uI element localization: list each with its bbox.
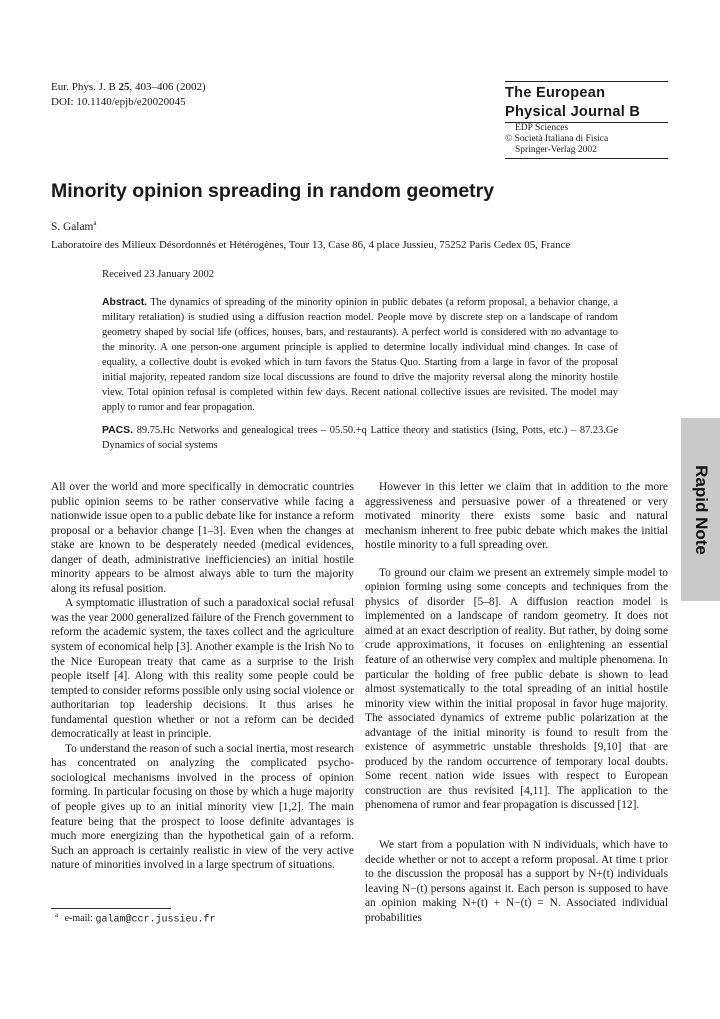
- author-line: [51, 216, 97, 235]
- pacs: [102, 423, 618, 453]
- paragraph: To understand the reason of such a social inertia, most research has concentrated on analyzing the complicated psycho-sociological mechanisms involved in the process of opinion forming. In particular focusing on those by which a huge majority of people gives up to an initial minority view [1,2]. The main feature being that the prospect to loose definite advantages is much more energizing than the hypothetical gain of a reform. Such an approach is certainly realistic in view of the very active nature of minorities involved in a large spectrum of situations.: [51, 742, 354, 872]
- footnote-label: e-mail:: [64, 913, 96, 925]
- abstract: [102, 295, 618, 415]
- abstract-text: The dynamics of spreading of the minority opinion in public debates (a reform proposal, a behavior change, a military retaliation) is studied using a diffusion reaction model. People move by discrete step on a landscape of random geometry shaped by social life (offices, houses, bars, and restaurants). A perfect world is considered with no advantage to the minority. A one person-one argument principle is applied to determine locally individual mind changes. In case of equality, a collective doubt is evoked which in turn favors the Status Quo. Starting from a large in favor of the proposal initial majority, repeated random size local discussions are found to drive the majority reversal along the minority hostile view. Total opinion refusal is completed within few days. Recent national collective issues are revisited. The model may apply to rumor and fear propagation.: [102, 297, 618, 413]
- article-title: Minority opinion spreading in random geometry: [51, 180, 495, 202]
- right-column: [365, 480, 668, 925]
- author-name: S. Galam: [51, 220, 94, 233]
- footnote-mark: a: [55, 911, 59, 919]
- journal-name-line2: Physical Journal B: [505, 104, 641, 120]
- footnote-rule: [51, 908, 171, 909]
- footnote: [55, 911, 215, 925]
- publisher-sif: © Società Italiana di Fisica: [505, 134, 609, 144]
- publisher-springer: Springer-Verlag 2002: [515, 145, 597, 155]
- footnote-email: galam@ccr.jussieu.fr: [95, 914, 216, 926]
- left-column: [51, 480, 354, 873]
- pacs-label: PACS.: [102, 425, 133, 436]
- affiliation: Laboratoire des Milieux Désordonnés et Hétérogènes, Tour 13, Case 86, 4 place Jussieu, 75252 Paris Cedex 05, France: [51, 239, 571, 251]
- publisher-edp: EDP Sciences: [515, 123, 569, 133]
- paragraph: To ground our claim we present an extremely simple model to opinion forming using some concepts and techniques from the physics of disorder [5–8]. A diffusion reaction model is implemented on a landscape of random geometry. It does not aimed at an exact description of reality. But rather, by doing some crude approximations, it focuses on enlightening an essential feature of an otherwise very complex and multiple phenomena. In particular the holding of free public debate is shown to lead almost systematically to the total spreading of an initial hostile minority view within the initial proposal in favor huge majority. The associated dynamics of extreme public polarization at the advantage of the initial minority is found to result from the existence of asymmetric unstable thresholds [9,10] that are produced by the random occurrence of temporary local doubts. Some recent nation wide issues with respect to European construction are thus revisited [4,11]. The application to the phenomena of rumor and fear propagation is discussed [12].: [365, 566, 668, 812]
- author-mark: a: [93, 219, 97, 227]
- paragraph: However in this letter we claim that in addition to the more aggressiveness and persuasive power of a threatened or very motivated minority there exists some basic and natural mechanism inherent to free pubic debate which makes the initial hostile minority to a full spreading over.: [365, 481, 668, 552]
- received-date: Received 23 January 2002: [102, 269, 215, 280]
- journal-top-rule: [505, 81, 668, 82]
- doi-line: DOI: 10.1140/epjb/e20020045: [51, 96, 186, 108]
- volume-number: 25: [118, 81, 130, 93]
- paragraph: We start from a population with N individuals, which have to decide whether or not to accept a reform proposal. At time t prior to the discussion the proposal has a support by N+(t) individuals leaving N−(t) persons against it. Each person is supposed to have an opinion making N+(t) + N−(t) = N. Associated individual probabilities: [365, 839, 668, 924]
- journal-name-line1: The European: [505, 85, 606, 101]
- abstract-label: Abstract.: [102, 297, 148, 308]
- journal-bottom-rule: [505, 158, 668, 159]
- pacs-text: 89.75.Hc Networks and genealogical trees – 05.50.+q Lattice theory and statistics (Ising, Potts, etc.) – 87.23.Ge Dynamics of social systems: [102, 425, 618, 451]
- rapid-note-label: Rapid Note: [691, 464, 711, 555]
- paragraph: A symptomatic illustration of such a paradoxical social refusal was the year 2000 generalized failure of the French government to reform the academic system, the taxes collect and the agriculture system of economical help [3]. Another example is the Irish No to the Nice European treaty that came as a surprise to the Irish people itself [4]. Along with this reality some people could be tempted to consider reforms possible only using social violence or authoritarian top leadership decisions. It thus arises he fundamental question whether or not a reform can be decided democratically at least in principle.: [51, 597, 354, 741]
- citation-line: Eur. Phys. J. B 25, 403–406 (2002): [51, 81, 206, 93]
- rapid-note-tab: [681, 418, 720, 601]
- paragraph: All over the world and more specifically in democratic countries public opinion seems to be rather conservative while facing a nationwide issue open to a public debate like for instance a reform proposal or a behavior change [1–3]. Even when the changes at stake are known to be desperately needed (medical evidences, danger of death, administrative inefficiencies) an initial hostile minority appears to be almost always able to turn the majority along its refusal position.: [51, 481, 354, 595]
